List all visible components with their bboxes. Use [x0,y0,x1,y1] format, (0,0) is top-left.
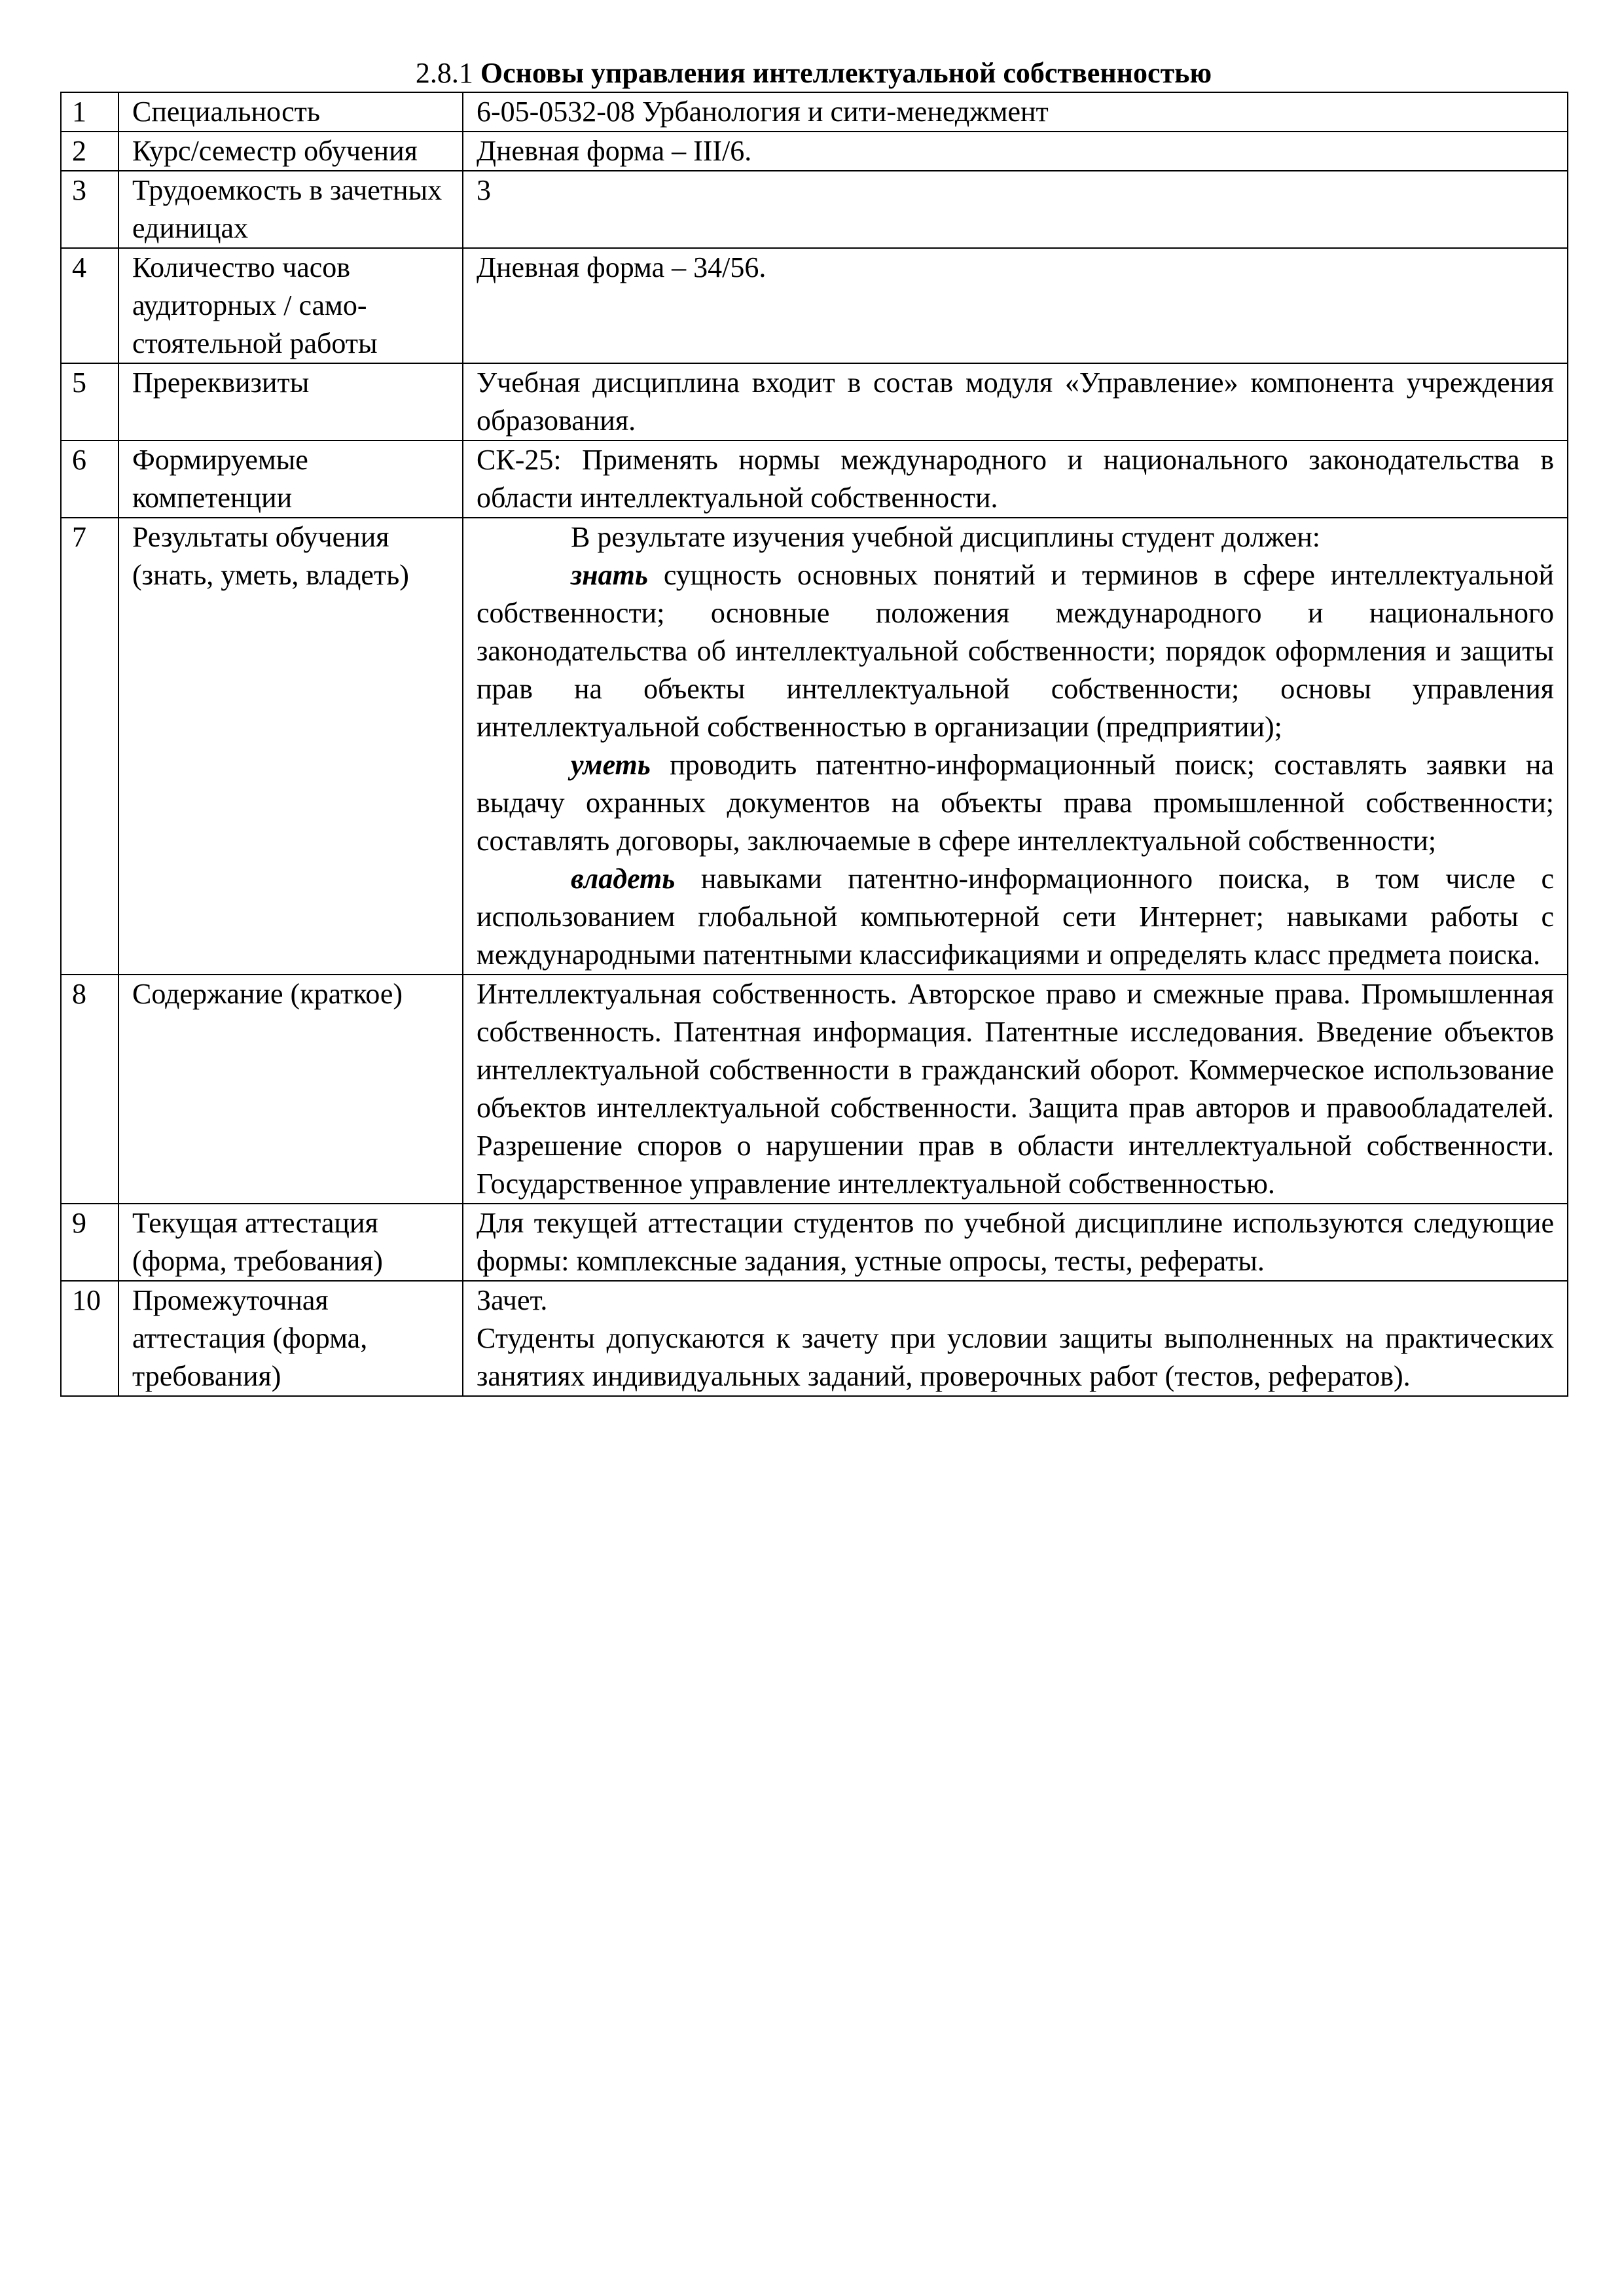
row-value [463,1281,1568,1396]
row-value: 6-05-0532-08 Урбанология и сити-менеджмент [463,92,1568,132]
row-label: Текущая аттестация (форма, требования) [118,1204,463,1281]
section-number: 2.8.1 [415,57,473,89]
row-label: Результаты обучения (знать, уметь, владеть) [118,518,463,975]
row-label: Курс/семестр обучения [118,132,463,171]
own-keyword: владеть [571,863,676,895]
discipline-info-table [60,92,1568,1397]
row-number: 2 [61,132,118,171]
row-number: 6 [61,440,118,518]
row-label: Трудоемкость в зачетных единицах [118,171,463,248]
own-text: навыками патентно-информационного поиска, в том числе с использованием глобальной компьютерной сети Интернет; навыками работы с международными патентными классификациями и определять класс предмета поиска. [477,863,1554,971]
table-row [61,171,1568,248]
row-number: 1 [61,92,118,132]
row-value: Дневная форма – III/6. [463,132,1568,171]
row-label: Количество часов аудиторных / само-стоятельной работы [118,248,463,363]
section-name: Основы управления интеллектуальной собственностью [480,57,1212,89]
row-value: Учебная дисциплина входит в состав модуля «Управление» компонента учреждения образования. [463,363,1568,440]
can-keyword: уметь [571,749,651,781]
row-number: 8 [61,975,118,1204]
table-row [61,248,1568,363]
row-number: 10 [61,1281,118,1396]
row-number: 4 [61,248,118,363]
assessment-requirements: Студенты допускаются к зачету при условии защиты выполненных на практических занятиях индивидуальных заданий, проверочных работ (тестов, рефератов). [477,1322,1554,1392]
row-number: 3 [61,171,118,248]
row-label: Формируемые компетенции [118,440,463,518]
row-number: 5 [61,363,118,440]
row-label: Пререквизиты [118,363,463,440]
row-value: Дневная форма – 34/56. [463,248,1568,363]
table-row [61,975,1568,1204]
table-row [61,132,1568,171]
table-row [61,440,1568,518]
row-label: Специальность [118,92,463,132]
learning-outcomes [463,518,1568,975]
row-value: Интеллектуальная собственность. Авторское право и смежные права. Промышленная собственность. Патентная информация. Патентные исследования. Введение объектов интеллектуальной собственности в гражданский оборот. Коммерческое использование объектов интеллектуальной собственности. Защита прав авторов и правообладателей. Разрешение споров о нарушении прав в области интеллектуальной собственности. Государственное управление интеллектуальной собственностью. [463,975,1568,1204]
can-text: проводить патентно-информационный поиск; составлять заявки на выдачу охранных документов на объекты права промышленной собственности; составлять договоры, заключаемые в сфере интеллектуальной собственности; [477,749,1555,857]
row-value: СК-25: Применять нормы международного и национального законодательства в области интеллектуальной собственности. [463,440,1568,518]
table-row [61,92,1568,132]
assessment-form: Зачет. [477,1284,548,1316]
table-row [61,363,1568,440]
row-label: Промежуточная аттестация (форма, требования) [118,1281,463,1396]
row-value: 3 [463,171,1568,248]
know-keyword: знать [571,559,648,591]
outcomes-know [477,556,1554,746]
table-row [61,1281,1568,1396]
outcomes-can [477,746,1554,860]
row-label: Содержание (краткое) [118,975,463,1204]
section-title [60,55,1567,92]
outcomes-intro: В результате изучения учебной дисциплины студент должен: [571,521,1321,553]
row-number: 9 [61,1204,118,1281]
know-text: сущность основных понятий и терминов в сфере интеллектуальной собственности; основные положения международного и национального законодательства об интеллектуальной собственности; порядок оформления и защиты прав на объекты интеллектуальной собственности; основы управления интеллектуальной собственностью в организации (предприятии); [477,559,1554,743]
outcomes-own [477,860,1554,974]
row-number: 7 [61,518,118,975]
row-value: Для текущей аттестации студентов по учебной дисциплине используются следующие формы: комплексные задания, устные опросы, тесты, рефераты. [463,1204,1568,1281]
table-row [61,1204,1568,1281]
table-row [61,518,1568,975]
